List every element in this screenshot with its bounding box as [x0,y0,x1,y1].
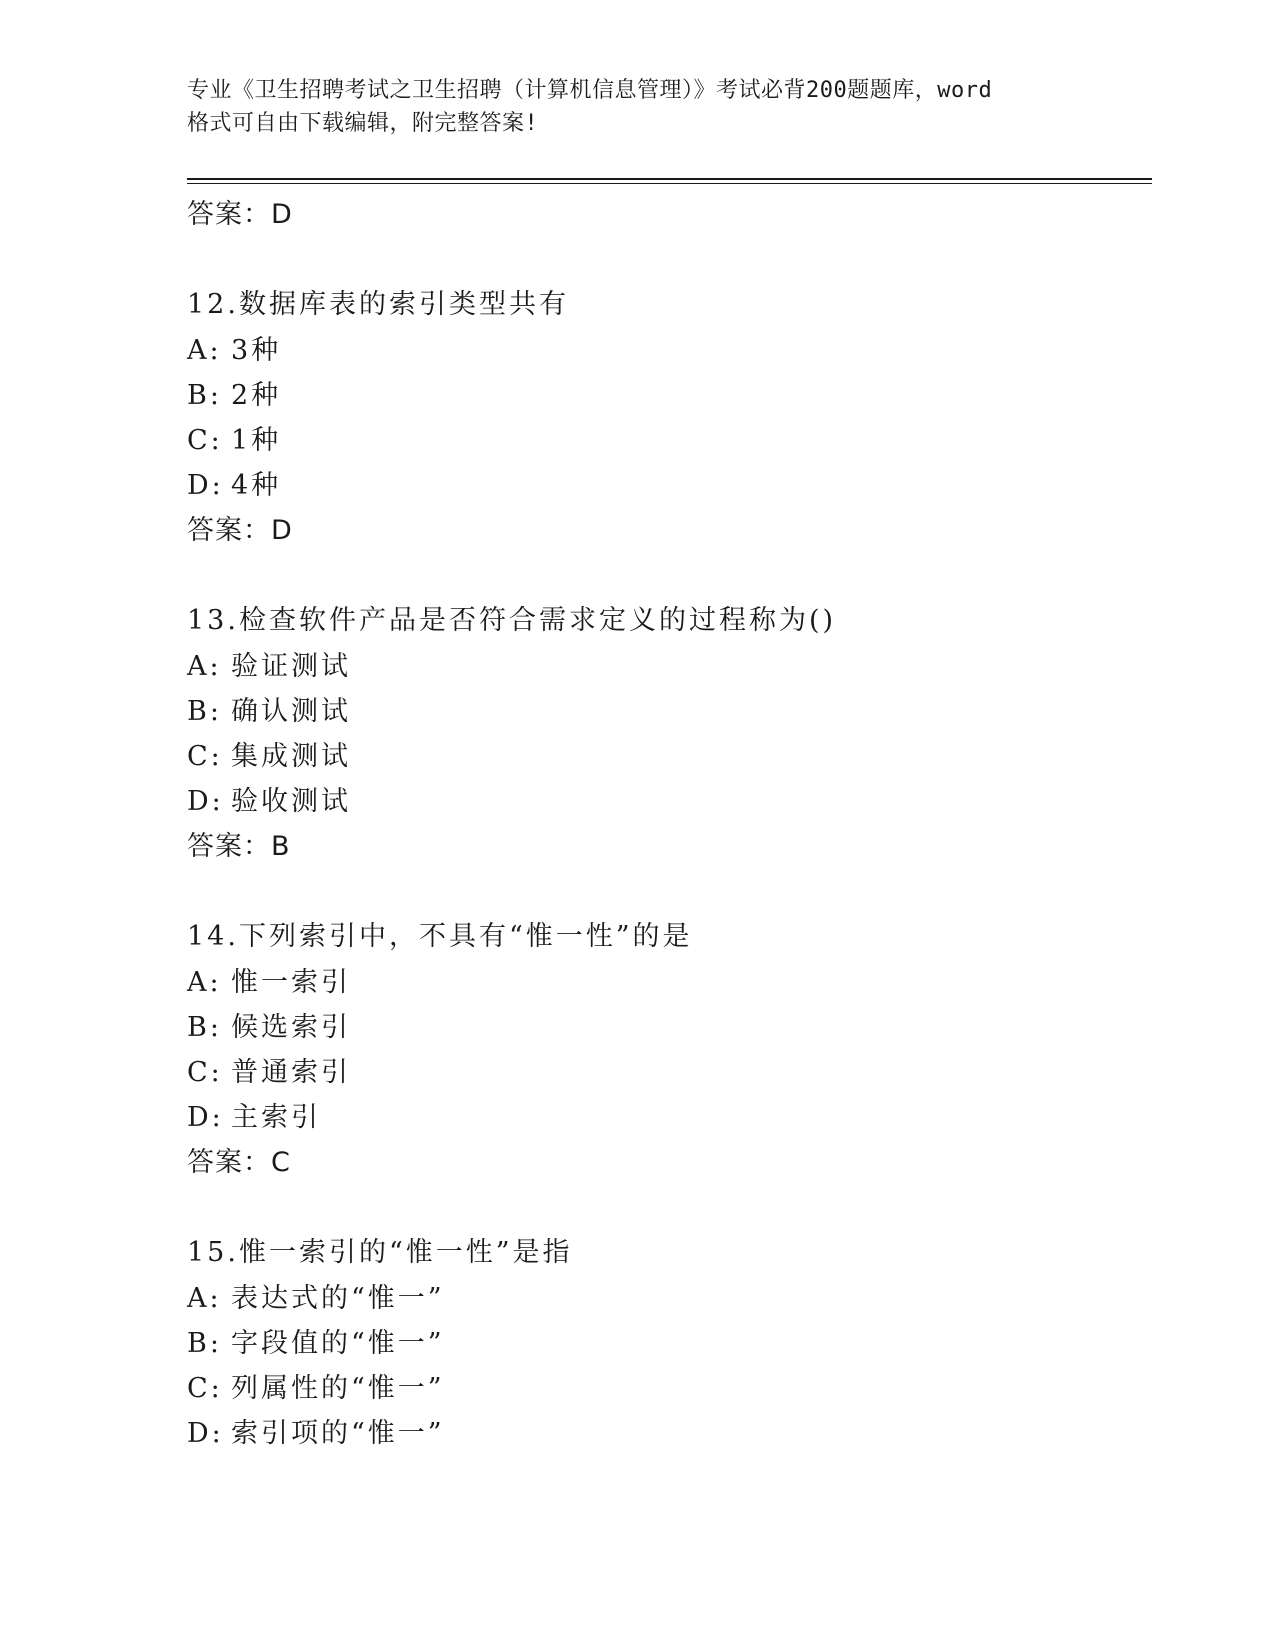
option-c: C: 列属性的“惟一” [187,1373,445,1404]
document-header [187,74,1107,140]
option-d: D: 主索引 [187,1102,321,1133]
answer-line: 答案：D [187,515,293,546]
option-c: C: 普通索引 [187,1057,351,1088]
option-c: C: 1种 [187,425,282,456]
answer-line: 答案：B [187,831,291,862]
header-divider-thin [187,183,1152,184]
question-block [187,282,1147,554]
option-a: A: 表达式的“惟一” [187,1283,445,1314]
option-b: B: 2种 [187,380,282,411]
option-d: D: 索引项的“惟一” [187,1418,445,1449]
question-list [187,192,1147,1456]
question-title: 15.惟一索引的“惟一性”是指 [187,1237,573,1268]
header-line-1: 专业《卫生招聘考试之卫生招聘（计算机信息管理）》考试必背200题题库，word [187,78,993,103]
option-a: A: 3种 [187,335,282,366]
option-b: B: 字段值的“惟一” [187,1328,445,1359]
question-title: 12.数据库表的索引类型共有 [187,289,569,320]
header-divider-thick [187,178,1152,180]
question-block [187,598,1147,870]
header-line-2: 格式可自由下载编辑，附完整答案! [187,111,539,136]
option-b: B: 候选索引 [187,1012,351,1043]
option-c: C: 集成测试 [187,741,351,772]
question-title: 14.下列索引中，不具有“惟一性”的是 [187,921,693,952]
previous-answer: 答案：D [187,199,293,230]
spacer [187,1186,1147,1230]
option-a: A: 验证测试 [187,651,351,682]
option-a: A: 惟一索引 [187,967,351,998]
question-title: 13.检查软件产品是否符合需求定义的过程称为() [187,605,837,636]
spacer [187,238,1147,282]
answer-line: 答案：C [187,1147,291,1178]
spacer [187,870,1147,914]
question-block [187,1230,1147,1456]
option-b: B: 确认测试 [187,696,351,727]
option-d: D: 验收测试 [187,786,351,817]
question-block [187,914,1147,1186]
option-d: D: 4种 [187,470,282,501]
spacer [187,554,1147,598]
